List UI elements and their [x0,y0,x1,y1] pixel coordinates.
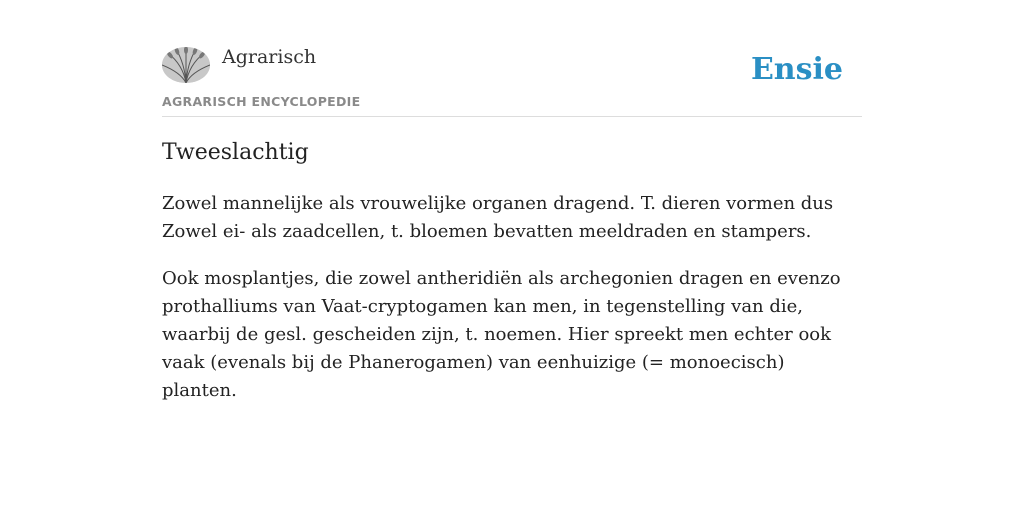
brand-logo-link[interactable]: Ensie [750,52,843,87]
article-paragraph: Zowel mannelijke als vrouwelijke organen dragend. T. dieren vormen dus Zowel ei- als zaadcellen, t. bloemen bevatten meeldraden en stampers. [162,193,834,242]
article-paragraph: Ook mosplantjes, die zowel antheridiën als archegonien dragen en evenzo prothalliums van Vaat-cryptogamen kan men, in tegenstelling van die, waarbij de gesl. gescheiden zijn, t. noemen. Hier spreekt men echter ook vaak (evenals bij de Phanerogamen) van eenhuizige (= monoecisch) planten. [162,268,841,401]
site-subtitle: AGRARISCH ENCYCLOPEDIE [162,94,361,109]
site-header [162,40,862,117]
article [162,140,862,405]
site-title[interactable]: Agrarisch [222,46,317,68]
wheat-field-icon[interactable] [162,47,210,83]
article-title: Tweeslachtig [162,140,309,165]
